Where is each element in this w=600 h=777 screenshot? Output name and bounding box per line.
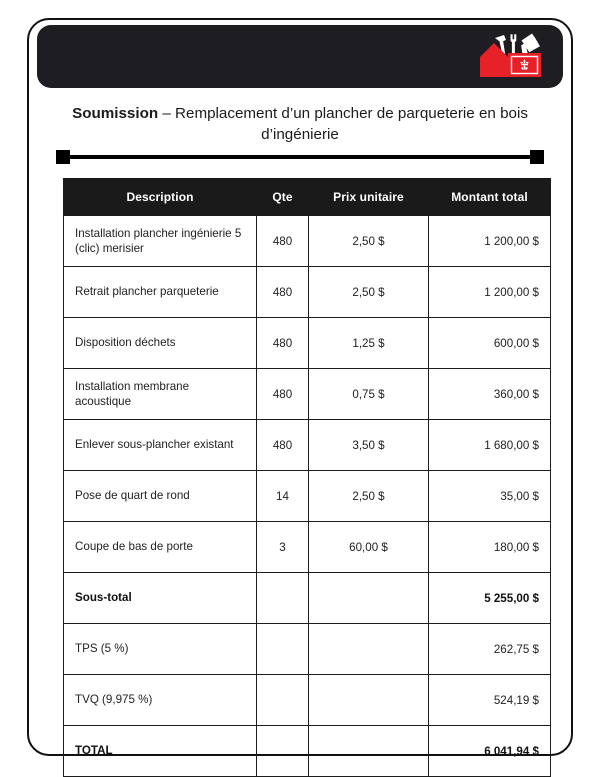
toolbox-with-tools-icon [477, 31, 551, 83]
cell-total: 5 255,00 $ [429, 573, 551, 624]
cell-total: 35,00 $ [429, 471, 551, 522]
table-row [64, 216, 551, 267]
document-title-lead: Soumission [72, 105, 159, 122]
cell-qty [257, 726, 309, 777]
cell-description: Installation membrane acoustique [64, 369, 257, 420]
table-row [64, 675, 551, 726]
table-row [64, 267, 551, 318]
table-row [64, 573, 551, 624]
cell-unit-price: 2,50 $ [309, 216, 429, 267]
column-header-total: Montant total [429, 179, 551, 216]
cell-total: 262,75 $ [429, 624, 551, 675]
cell-total: 180,00 $ [429, 522, 551, 573]
cell-description: Coupe de bas de porte [64, 522, 257, 573]
section-divider [56, 150, 544, 164]
table-row [64, 624, 551, 675]
column-header-qty: Qte [257, 179, 309, 216]
cell-description: Retrait plancher parqueterie [64, 267, 257, 318]
cell-unit-price: 2,50 $ [309, 471, 429, 522]
cell-qty [257, 675, 309, 726]
cell-description: TVQ (9,975 %) [64, 675, 257, 726]
cell-unit-price [309, 675, 429, 726]
cell-unit-price: 2,50 $ [309, 267, 429, 318]
cell-qty: 480 [257, 216, 309, 267]
divider-bar [56, 155, 544, 159]
table-row [64, 318, 551, 369]
table-body [64, 216, 551, 777]
cell-description: Enlever sous-plancher existant [64, 420, 257, 471]
quote-table [63, 178, 551, 777]
document-title-rest: – Remplacement d’un plancher de parqueterie en bois d’ingénierie [158, 105, 528, 143]
cell-qty: 480 [257, 420, 309, 471]
cell-qty: 480 [257, 369, 309, 420]
table-row [64, 726, 551, 777]
cell-description: TPS (5 %) [64, 624, 257, 675]
document-title [60, 103, 540, 145]
cell-description: Disposition déchets [64, 318, 257, 369]
cell-unit-price [309, 573, 429, 624]
cell-qty [257, 624, 309, 675]
table-header-row [64, 179, 551, 216]
table-row [64, 420, 551, 471]
column-header-unit-price: Prix unitaire [309, 179, 429, 216]
column-header-description: Description [64, 179, 257, 216]
cell-total: 1 680,00 $ [429, 420, 551, 471]
cell-qty [257, 573, 309, 624]
table-row [64, 522, 551, 573]
cell-qty: 14 [257, 471, 309, 522]
cell-total: 1 200,00 $ [429, 216, 551, 267]
cell-description: Pose de quart de rond [64, 471, 257, 522]
cell-total: 600,00 $ [429, 318, 551, 369]
cell-total: 6 041,94 $ [429, 726, 551, 777]
table-row [64, 471, 551, 522]
cell-unit-price [309, 726, 429, 777]
cell-description: Installation plancher ingénierie 5 (clic) merisier [64, 216, 257, 267]
cell-total: 360,00 $ [429, 369, 551, 420]
cell-unit-price: 3,50 $ [309, 420, 429, 471]
cell-total: 1 200,00 $ [429, 267, 551, 318]
cell-qty: 480 [257, 318, 309, 369]
cell-description: TOTAL [64, 726, 257, 777]
cell-unit-price: 60,00 $ [309, 522, 429, 573]
cell-total: 524,19 $ [429, 675, 551, 726]
table-row [64, 369, 551, 420]
cell-unit-price: 1,25 $ [309, 318, 429, 369]
divider-cap-right [530, 150, 544, 164]
document-header-band [37, 25, 563, 88]
cell-unit-price [309, 624, 429, 675]
cell-qty: 480 [257, 267, 309, 318]
cell-unit-price: 0,75 $ [309, 369, 429, 420]
cell-description: Sous-total [64, 573, 257, 624]
cell-qty: 3 [257, 522, 309, 573]
